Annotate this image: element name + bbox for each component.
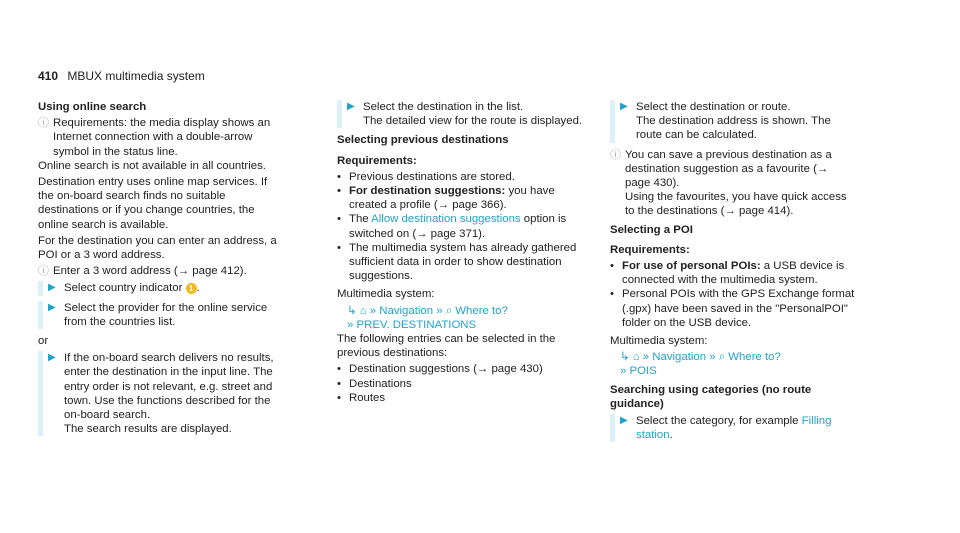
column-2 — [337, 100, 583, 405]
menu-path[interactable]: ↳ ⌂ » Navigation » ⌕ Where to? — [347, 304, 508, 317]
list-item: • Personal POIs with the GPS Exchange format (.gpx) have been saved in the "PersonalPOI" folder on the USB device. — [610, 288, 855, 329]
page-header — [38, 69, 205, 83]
paragraph: For the destination you can enter an address, a POI or a 3 word address. — [38, 234, 277, 262]
list-item: • The Allow destination suggestions option is switched on (→ page 371). — [337, 213, 567, 240]
or-text: or — [38, 335, 49, 348]
menu-path[interactable]: ↳ ⌂ » Navigation » ⌕ Where to? — [620, 351, 781, 364]
step-item: ▶ Select the provider for the online service from the countries list. — [38, 301, 284, 329]
section-heading: Using online search — [38, 101, 147, 113]
info-note: ⓘ Enter a 3 word address (→ page 412). — [38, 265, 247, 278]
paragraph: Online search is not available in all countries. — [38, 159, 266, 172]
section-heading: Searching using categories (no route guidance) — [610, 383, 812, 410]
step-item: ▶ Select the category, for example Filling station. — [610, 414, 856, 442]
step-arrow-icon: ▶ — [347, 101, 355, 112]
step-arrow-icon: ▶ — [48, 352, 56, 364]
page-number: 410 — [38, 69, 59, 83]
step-item: ▶ If the on-board search delivers no results, enter the destination in the input line. The entry order is not relevant, e.g. street and town. Use the functions described for the on-board search. The search results are displayed. — [38, 351, 284, 436]
info-icon: ⓘ — [38, 117, 49, 130]
step-arrow-icon: ▶ — [620, 415, 628, 427]
step-arrow-icon: ▶ — [48, 301, 56, 313]
list-item: • The multimedia system has already gathered sufficient data in order to show destination suggestions. — [337, 241, 577, 283]
section-heading: Selecting a POI — [610, 223, 693, 236]
list-item: • Routes — [337, 391, 386, 404]
column-1 — [38, 100, 284, 441]
requirements-label: Requirements: — [610, 243, 690, 256]
category-link[interactable]: Filling station — [636, 415, 832, 442]
indicator-badge: 1 — [186, 283, 197, 294]
section-heading: Selecting previous destinations — [337, 134, 509, 147]
option-link[interactable]: Allow destination suggestions — [371, 213, 521, 226]
paragraph: Destination entry uses online map services. If the on-board search finds no suitable destinations or if you change countries, the online search is available. — [38, 176, 268, 231]
list-item: • Previous destinations are stored. — [337, 170, 515, 183]
step-item: ▶ Select the destination or route. The destination address is shown. The route can be calculated. — [610, 100, 856, 143]
info-icon: ⓘ — [610, 148, 621, 161]
list-item: • For destination suggestions: you have created a profile (→ page 366). — [337, 185, 555, 212]
paragraph: The following entries can be selected in the previous destinations: — [337, 333, 556, 360]
column-3 — [610, 100, 856, 447]
list-item: • For use of personal POIs: a USB device is connected with the multimedia system. — [610, 260, 845, 287]
info-note: ⓘ You can save a previous destination as a destination suggestion as a favourite (→ page 430). Using the favourites, you have quick access to the destinations (→ page 414). — [610, 148, 847, 218]
page-title: MBUX multimedia system — [67, 69, 205, 83]
requirements-label: Requirements: — [337, 154, 417, 167]
info-note: ⓘ Requirements: the media display shows an Internet connection with a double-arrow symbol in the status line. — [38, 117, 271, 158]
info-icon: ⓘ — [38, 265, 49, 278]
multimedia-label: Multimedia system: — [337, 288, 435, 301]
step-arrow-icon: ▶ — [620, 101, 628, 112]
step-item: ▶ Select the destination in the list. The detailed view for the route is displayed. — [337, 100, 583, 128]
step-item: ▶ Select country indicator 1 . — [38, 281, 284, 295]
menu-path[interactable]: » PREV. DESTINATIONS — [347, 318, 477, 331]
multimedia-label: Multimedia system: — [610, 335, 708, 348]
menu-path[interactable]: » POIS — [620, 365, 657, 378]
list-item: • Destination suggestions (→ page 430) — [337, 363, 543, 376]
list-item: • Destinations — [337, 377, 412, 390]
step-arrow-icon: ▶ — [48, 282, 56, 294]
